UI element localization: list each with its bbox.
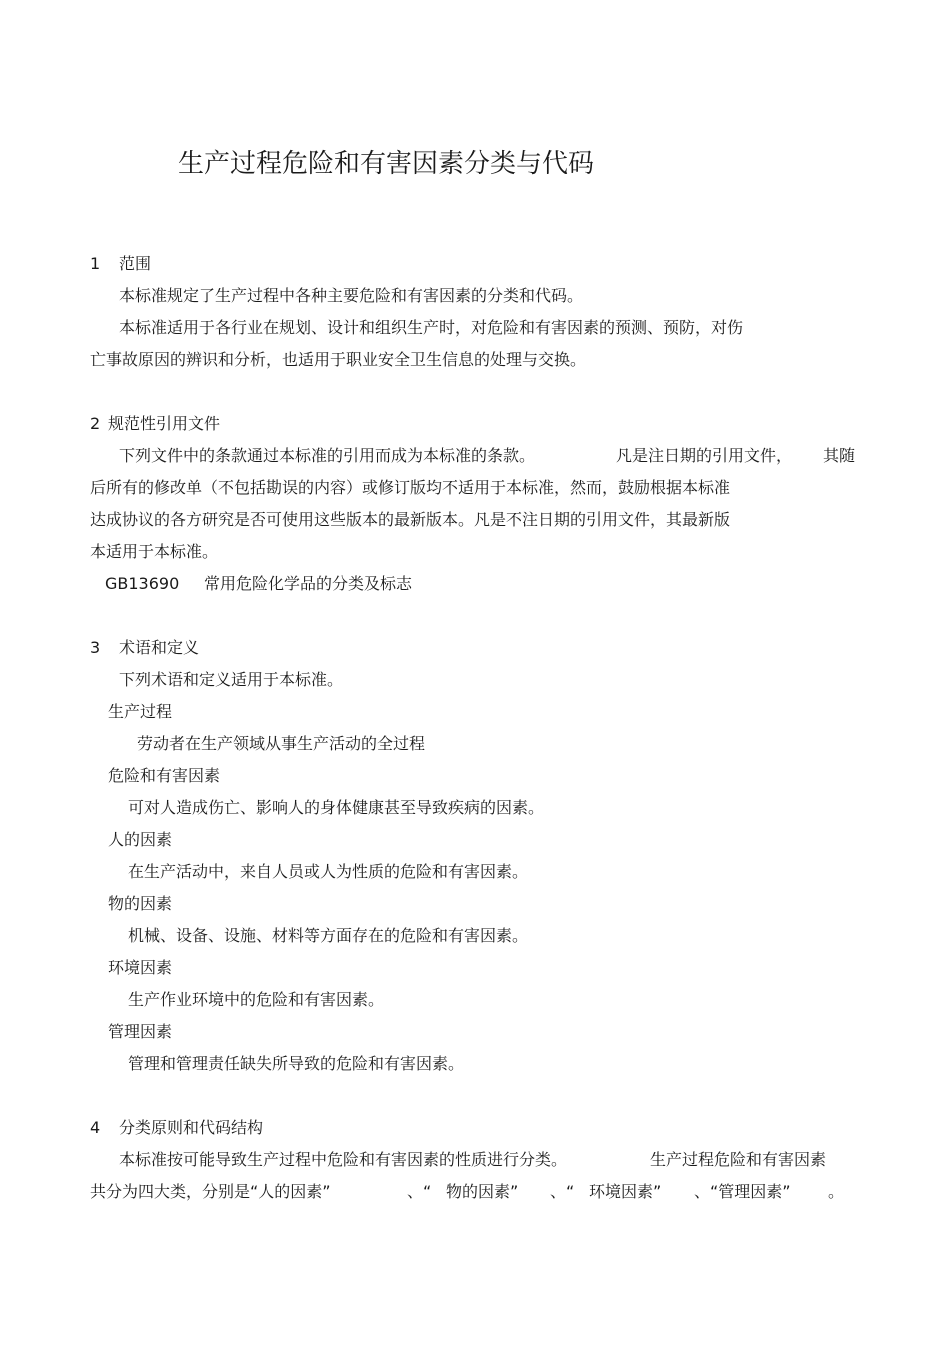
section-4-paragraph-line-1b: 生产过程危险和有害因素 bbox=[650, 1150, 827, 1169]
section-3-intro: 下列术语和定义适用于本标准。 bbox=[119, 670, 344, 689]
section-4-paragraph-line-2e: 环境因素” bbox=[589, 1182, 662, 1201]
section-1-paragraph-2-line-2: 亡事故原因的辨识和分析，也适用于职业安全卫生信息的处理与交换。 bbox=[90, 350, 587, 369]
term-definition: 生产作业环境中的危险和有害因素。 bbox=[128, 990, 385, 1009]
section-2-paragraph-line-1a: 下列文件中的条款通过本标准的引用而成为本标准的条款。 bbox=[119, 446, 536, 465]
section-1-paragraph-2-line-1: 本标准适用于各行业在规划、设计和组织生产时，对危险和有害因素的预测、预防，对伤 bbox=[119, 318, 744, 337]
term-definition: 可对人造成伤亡、影响人的身体健康甚至导致疾病的因素。 bbox=[128, 798, 545, 817]
section-4-paragraph-line-2g: 。 bbox=[828, 1182, 845, 1201]
section-2-paragraph-line-3: 达成协议的各方研究是否可使用这些版本的最新版本。凡是不注日期的引用文件，其最新版 bbox=[90, 510, 731, 529]
section-4-paragraph-line-2c: 物的因素” bbox=[446, 1182, 519, 1201]
section-3-number: 3 bbox=[90, 638, 101, 657]
term-name: 人的因素 bbox=[108, 830, 173, 849]
section-4-paragraph-line-2f: 、“管理因素” bbox=[694, 1182, 791, 1201]
term-name: 生产过程 bbox=[108, 702, 173, 721]
term-name: 危险和有害因素 bbox=[108, 766, 221, 785]
term-definition: 机械、设备、设施、材料等方面存在的危险和有害因素。 bbox=[128, 926, 529, 945]
section-2-paragraph-line-4: 本适用于本标准。 bbox=[90, 542, 219, 561]
section-3-heading: 术语和定义 bbox=[119, 638, 200, 657]
section-4-number: 4 bbox=[90, 1118, 101, 1137]
section-4-paragraph-line-2a: 共分为四大类，分别是“人的因素” bbox=[90, 1182, 331, 1201]
section-1-paragraph-1: 本标准规定了生产过程中各种主要危险和有害因素的分类和代码。 bbox=[119, 286, 584, 305]
term-name: 管理因素 bbox=[108, 1022, 173, 1041]
section-2-paragraph-line-1b: 凡是注日期的引用文件， bbox=[616, 446, 793, 465]
section-4-paragraph-line-2b: 、“ bbox=[407, 1182, 432, 1201]
term-name: 环境因素 bbox=[108, 958, 173, 977]
reference-title: 常用危险化学品的分类及标志 bbox=[204, 574, 413, 593]
term-definition: 在生产活动中，来自人员或人为性质的危险和有害因素。 bbox=[128, 862, 529, 881]
term-name: 物的因素 bbox=[108, 894, 173, 913]
section-4-paragraph-line-1a: 本标准按可能导致生产过程中危险和有害因素的性质进行分类。 bbox=[119, 1150, 568, 1169]
section-4-paragraph-line-2d: 、“ bbox=[550, 1182, 575, 1201]
section-1-number: 1 bbox=[90, 254, 101, 273]
section-2-paragraph-line-1c: 其随 bbox=[823, 446, 856, 465]
reference-code: GB13690 bbox=[105, 574, 180, 593]
section-2-paragraph-line-2: 后所有的修改单（不包括勘误的内容）或修订版均不适用于本标准，然而，鼓励根据本标准 bbox=[90, 478, 731, 497]
section-4-heading: 分类原则和代码结构 bbox=[119, 1118, 264, 1137]
term-definition: 管理和管理责任缺失所导致的危险和有害因素。 bbox=[128, 1054, 465, 1073]
page-title: 生产过程危险和有害因素分类与代码 bbox=[178, 149, 595, 179]
section-2-number: 2 bbox=[90, 414, 101, 433]
section-2-heading: 规范性引用文件 bbox=[108, 414, 221, 433]
term-definition: 劳动者在生产领域从事生产活动的全过程 bbox=[137, 734, 426, 753]
section-1-heading: 范围 bbox=[119, 254, 152, 273]
